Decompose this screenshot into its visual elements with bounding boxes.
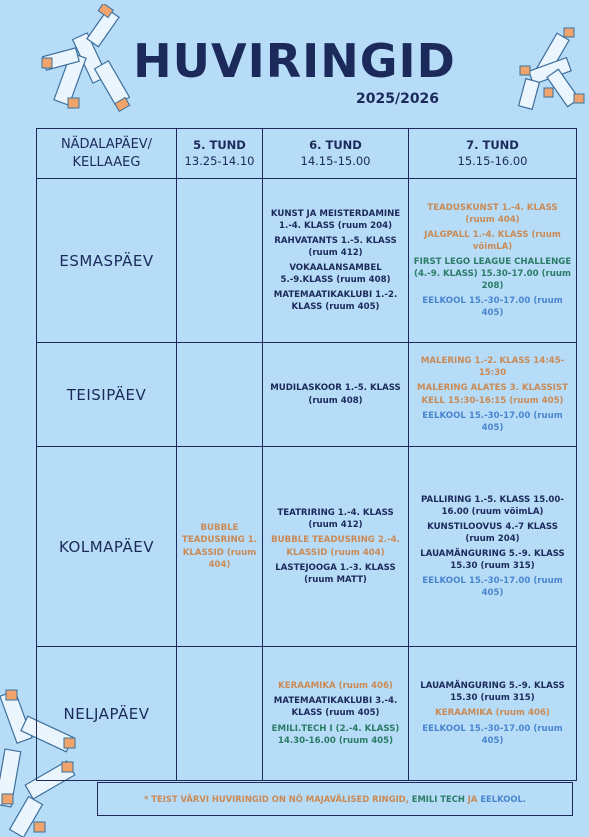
table-row — [37, 343, 577, 447]
activity-entry: PALLIRING 1.-5. KLASS 15.00-16.00 (ruum võimLA) — [421, 494, 564, 517]
table-row — [37, 447, 577, 647]
schedule-cell-c7 — [409, 647, 577, 781]
schedule-cell-c6 — [263, 343, 409, 447]
activity-entry: MALERING ALATES 3. KLASSIST KELL 15:30-16:15 (ruum 405) — [417, 383, 568, 406]
day-cell: ESMASPÄEV — [37, 179, 177, 343]
activity-entry: LASTEJOOGA 1.-3. KLASS (ruum MATT) — [275, 562, 396, 585]
activity-entry: LAUAMÄNGURING 5.-9. KLASS 15.30 (ruum 315) — [420, 549, 565, 572]
schedule-cell-c5 — [177, 343, 263, 447]
footnote: * TEIST VÄRVI HUVIRINGID ON NÕ MAJAVÄLISED RINGID, EMILI TECH JA EELKOOL. — [97, 782, 573, 816]
schedule-cell-c7 — [409, 447, 577, 647]
schedule-cell-c6 — [263, 447, 409, 647]
activity-entry: TEADUSKUNST 1.-4. KLASS (ruum 404) — [427, 202, 558, 225]
table-row — [37, 647, 577, 781]
day-cell: KOLMAPÄEV — [37, 447, 177, 647]
activity-entry: MALERING 1.-2. KLASS 14:45-15:30 — [420, 356, 565, 379]
activity-entry: BUBBLE TEADUSRING 1. KLASSID (ruum 404) — [182, 523, 257, 570]
activity-entry: KERAAMIKA (ruum 406) — [435, 708, 550, 719]
col-header-lesson-6: 6. TUND 14.15-15.00 — [263, 129, 409, 179]
activity-entry: MATEMAATIKAKLUBI 3.-4. KLASS (ruum 405) — [273, 696, 398, 719]
day-cell: NELJAPÄEV — [37, 647, 177, 781]
school-year: 2025/2026 — [356, 91, 440, 107]
activity-entry: JALGPALL 1.-4. KLASS (ruum võimLA) — [424, 229, 561, 252]
schedule-cell-c5 — [177, 647, 263, 781]
schedule-cell-c5 — [177, 179, 263, 343]
activity-entry: RAHVATANTS 1.-5. KLASS (ruum 412) — [274, 235, 397, 258]
activity-entry: KUNST JA MEISTERDAMINE 1.-4. KLASS (ruum 204) — [270, 208, 401, 231]
activity-entry: EELKOOL 15.-30-17.00 (ruum 405) — [422, 576, 563, 599]
activity-entry: KERAAMIKA (ruum 406) — [278, 681, 393, 692]
schedule-body — [37, 179, 577, 781]
activity-entry: EELKOOL 15.-30-17.00 (ruum 405) — [422, 723, 563, 746]
poster-title: HUVIRINGID — [133, 34, 456, 88]
schedule-cell-c6 — [263, 647, 409, 781]
activity-entry: MUDILASKOOR 1.-5. KLASS (ruum 408) — [270, 383, 401, 406]
activity-entry: TEATRIRING 1.-4. KLASS (ruum 412) — [277, 508, 394, 531]
table-row — [37, 179, 577, 343]
activity-entry: LAUAMÄNGURING 5.-9. KLASS 15.30 (ruum 315) — [420, 681, 565, 704]
activity-entry: EELKOOL 15.-30-17.00 (ruum 405) — [422, 410, 563, 433]
schedule-cell-c7 — [409, 179, 577, 343]
activity-entry: VOKAALANSAMBEL 5.-9.KLASS (ruum 408) — [280, 263, 391, 286]
activity-entry: MATEMAATIKAKLUBI 1.-2. KLASS (ruum 405) — [273, 290, 398, 313]
activity-entry: KUNSTILOOVUS 4.-7 KLASS (ruum 204) — [427, 521, 558, 544]
activity-entry: FIRST LEGO LEAGUE CHALLENGE (4.-9. KLASS) 15.30-17.00 (ruum 208) — [413, 256, 572, 292]
schedule-cell-c7 — [409, 343, 577, 447]
activity-entry: EMILI.TECH I (2.-4. KLASS) 14.30-16.00 (ruum 405) — [271, 723, 400, 746]
header-row — [37, 129, 577, 179]
schedule-cell-c5 — [177, 447, 263, 647]
activity-entry: EELKOOL 15.-30-17.00 (ruum 405) — [422, 296, 563, 319]
activity-entry: BUBBLE TEADUSRING 2.-4. KLASSID (ruum 404) — [271, 535, 400, 558]
col-header-lesson-7: 7. TUND 15.15-16.00 — [409, 129, 577, 179]
schedule-cell-c6 — [263, 179, 409, 343]
col-header-day: NÄDALAPÄEV/ KELLAAEG — [37, 129, 177, 179]
schedule-table — [36, 128, 577, 781]
col-header-lesson-5: 5. TUND 13.25-14.10 — [177, 129, 263, 179]
day-cell: TEISIPÄEV — [37, 343, 177, 447]
